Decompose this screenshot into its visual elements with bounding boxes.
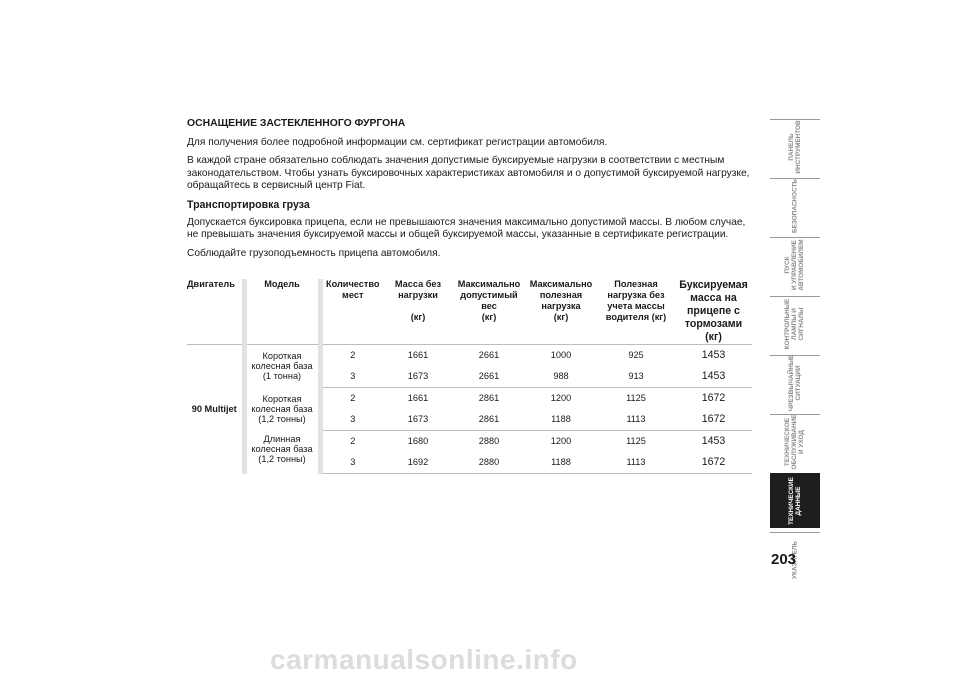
tab-label: ТЕХНИЧЕСКОЕ ОБСЛУЖИВАНИЕ И УХОД bbox=[784, 414, 806, 470]
unladen-cell: 1673 bbox=[383, 409, 453, 431]
seats-cell: 2 bbox=[350, 436, 356, 446]
seats-cell: 3 bbox=[320, 366, 383, 388]
section-tabs bbox=[770, 119, 820, 591]
max-weight-cell: 2661 bbox=[478, 350, 500, 360]
payload-no-driver-cell: 913 bbox=[597, 366, 675, 388]
model-cell: Длинная колесная база (1,2 тонны) bbox=[244, 431, 320, 474]
unladen-cell: 1661 bbox=[407, 350, 429, 360]
tab-label: ТЕХНИЧЕСКИЕ ДАННЫЕ bbox=[787, 477, 802, 525]
tab-technical-data[interactable] bbox=[770, 473, 820, 528]
subheading-cargo: Транспортировка груза bbox=[187, 198, 310, 211]
towable-cell: 1672 bbox=[675, 409, 752, 431]
seats-cell: 2 bbox=[350, 393, 356, 403]
table-row bbox=[187, 388, 752, 410]
table-row bbox=[187, 431, 752, 453]
tab-warning-lights[interactable] bbox=[770, 296, 820, 351]
unladen-cell: 1661 bbox=[407, 393, 429, 403]
seats-cell: 3 bbox=[320, 409, 383, 431]
page-number: 203 bbox=[771, 551, 797, 568]
tab-label: КОНТРОЛЬНЫЕ ЛАМПЫ И СИГНАЛЫ bbox=[784, 298, 806, 350]
paragraph-legislation: В каждой стране обязательно соблюдать значения допустимые буксируемые нагрузки в соответствии с местным законодательством. Чтобы узнать буксировочных характеристиках автомобиля и о допустимой буксируемой нагрузке, обращайтесь в сервисный центр Fiat. bbox=[187, 155, 750, 192]
page-content bbox=[187, 118, 752, 266]
unladen-cell: 1673 bbox=[383, 366, 453, 388]
max-weight-cell: 2880 bbox=[453, 452, 525, 474]
max-payload-cell: 1000 bbox=[550, 350, 572, 360]
paragraph-info: Для получения более подробной информации см. сертификат регистрации автомобиля. bbox=[187, 136, 608, 148]
unladen-cell: 1680 bbox=[407, 436, 429, 446]
max-weight-cell: 2661 bbox=[453, 366, 525, 388]
table-row bbox=[187, 345, 752, 367]
tab-emergency[interactable] bbox=[770, 355, 820, 410]
model-cell: Короткая колесная база (1,2 тонны) bbox=[244, 388, 320, 431]
tab-label: ПУСК И УПРАВЛЕНИЕ АВТОМОБИЛЕМ bbox=[784, 239, 806, 291]
tab-safety[interactable] bbox=[770, 178, 820, 233]
payload-no-driver-cell: 1113 bbox=[597, 409, 675, 431]
header-towable: Буксируемая масса на прицепе с тормозами (кг) bbox=[675, 279, 752, 345]
model-cell: Короткая колесная база (1 тонна) bbox=[244, 345, 320, 388]
max-payload-cell: 1200 bbox=[550, 436, 572, 446]
payload-no-driver-cell: 1125 bbox=[626, 393, 646, 403]
header-engine: Двигатель bbox=[187, 279, 244, 345]
table-header-row bbox=[187, 279, 752, 345]
paragraph-towing: Допускается буксировка прицепа, если не превышаются значения максимально допустимой массы. В любом случае, не превышать значения буксируемой массы и общей буксируемой массы, указанные в сертификате регистрации. bbox=[187, 216, 746, 241]
max-weight-cell: 2861 bbox=[453, 409, 525, 431]
header-max-weight: Максимально допустимый вес (кг) bbox=[453, 279, 525, 345]
tab-label: ЧРЕЗВЫЧАЙНЫЕ СИТУАЦИИ bbox=[787, 354, 802, 412]
towable-cell: 1453 bbox=[675, 366, 752, 388]
header-seats: Количество мест bbox=[320, 279, 383, 345]
max-weight-cell: 2861 bbox=[478, 393, 500, 403]
tab-instrument-panel[interactable] bbox=[770, 119, 820, 174]
engine-cell: 90 Multijet bbox=[191, 403, 237, 414]
section-title: ОСНАЩЕНИЕ ЗАСТЕКЛЕННОГО ФУРГОНА bbox=[187, 118, 406, 129]
max-payload-cell: 1200 bbox=[550, 393, 572, 403]
tab-label: ПАНЕЛЬ ИНСТРУМЕНТОВ bbox=[787, 120, 802, 174]
payload-no-driver-cell: 925 bbox=[628, 350, 644, 360]
payload-no-driver-cell: 1113 bbox=[597, 452, 675, 474]
header-model: Модель bbox=[244, 279, 320, 345]
tab-maintenance[interactable] bbox=[770, 414, 820, 469]
max-weight-cell: 2880 bbox=[478, 436, 500, 446]
specs-table bbox=[187, 279, 752, 474]
towable-cell: 1672 bbox=[701, 392, 726, 404]
header-max-payload: Максимально полезная нагрузка (кг) bbox=[525, 279, 597, 345]
tab-label: УКАЗАТЕЛЬ bbox=[791, 540, 799, 580]
towable-cell: 1453 bbox=[701, 435, 726, 447]
unladen-cell: 1692 bbox=[383, 452, 453, 474]
header-payload-no-driver: Полезная нагрузка без учета массы водителя (кг) bbox=[597, 279, 675, 345]
towable-cell: 1453 bbox=[701, 349, 726, 361]
seats-cell: 3 bbox=[320, 452, 383, 474]
seats-cell: 2 bbox=[350, 350, 356, 360]
paragraph-capacity: Соблюдайте грузоподъемность прицепа автомобиля. bbox=[187, 247, 441, 259]
max-payload-cell: 988 bbox=[525, 366, 597, 388]
towable-cell: 1672 bbox=[675, 452, 752, 474]
max-payload-cell: 1188 bbox=[525, 409, 597, 431]
header-unladen: Масса без нагрузки (кг) bbox=[383, 279, 453, 345]
tab-starting-driving[interactable] bbox=[770, 237, 820, 292]
tab-label: БЕЗОПАСНОСТЬ bbox=[791, 179, 799, 233]
watermark-text: carmanualsonline.info bbox=[270, 644, 578, 675]
payload-no-driver-cell: 1125 bbox=[626, 436, 646, 446]
max-payload-cell: 1188 bbox=[525, 452, 597, 474]
